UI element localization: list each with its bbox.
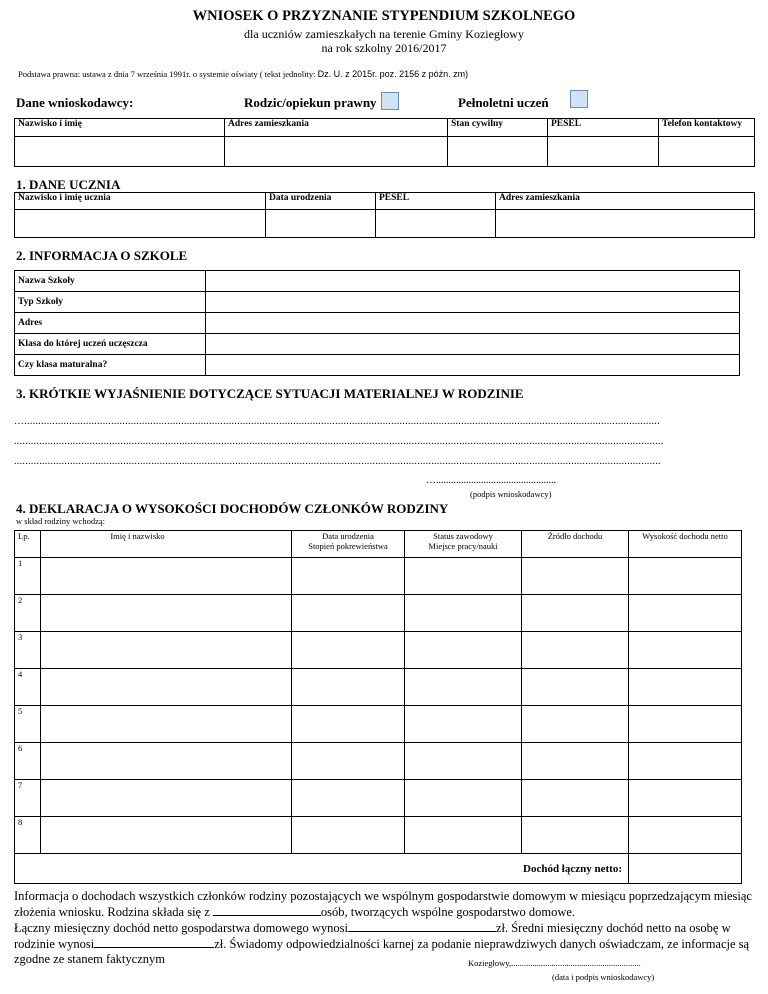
school-name-cell[interactable] — [206, 271, 740, 292]
income-total-label: Dochód łączny netto: — [15, 854, 629, 884]
student-address-cell[interactable] — [496, 210, 755, 238]
income-col-status-line1: Status zawodowy — [433, 531, 493, 541]
legal-basis — [18, 69, 468, 79]
income-cell[interactable] — [522, 558, 629, 595]
income-row-number: 3 — [15, 632, 41, 669]
income-cell[interactable] — [522, 780, 629, 817]
signature-line: …................................................ — [426, 475, 556, 486]
income-total-cell[interactable] — [629, 854, 742, 884]
student-birth-cell[interactable] — [266, 210, 376, 238]
explanation-line-3[interactable]: ....................................................................................................................................................................................................................................... — [14, 456, 661, 467]
income-cell[interactable] — [292, 595, 405, 632]
income-cell[interactable] — [629, 817, 742, 854]
income-cell[interactable] — [629, 595, 742, 632]
income-row-number: 7 — [15, 780, 41, 817]
applicant-marital-cell[interactable] — [448, 137, 548, 167]
income-cell[interactable] — [41, 595, 292, 632]
option-adult-student-checkbox[interactable] — [570, 90, 588, 108]
income-cell[interactable] — [292, 743, 405, 780]
income-row-number: 5 — [15, 706, 41, 743]
applicant-col-name: Nazwisko i imię — [15, 119, 225, 137]
income-cell[interactable] — [629, 558, 742, 595]
applicant-phone-cell[interactable] — [659, 137, 755, 167]
applicant-col-phone: Telefon kontaktowy — [659, 119, 755, 137]
signature-label: (podpis wnioskodawcy) — [470, 489, 552, 499]
income-cell[interactable] — [629, 743, 742, 780]
school-address-cell[interactable] — [206, 313, 740, 334]
student-col-birth: Data urodzenia — [266, 193, 376, 210]
family-note: w skład rodziny wchodzą: — [16, 516, 105, 526]
school-type-cell[interactable] — [206, 292, 740, 313]
footer-text-2c: zł. Świadomy odpowiedzialności karnej za podanie nieprawdziwych danych oświadczam, ze informacje są zgodne ze stanem faktycznym — [14, 937, 750, 966]
school-matura-cell[interactable] — [206, 355, 740, 376]
legal-basis-text: Podstawa prawna: ustawa z dnia 7 września 1991r. o systemie oświaty ( tekst jednolity: — [18, 69, 316, 79]
income-cell[interactable] — [292, 706, 405, 743]
school-row-matura: Czy klasa maturalna? — [15, 355, 206, 376]
footer-statement — [14, 889, 756, 967]
income-cell[interactable] — [629, 706, 742, 743]
section2-title: 2. INFORMACJA O SZKOLE — [16, 248, 188, 263]
income-cell[interactable] — [405, 706, 522, 743]
section4-title: 4. DEKLARACJA O WYSOKOŚCI DOCHODÓW CZŁONKÓW RODZINY — [16, 501, 449, 516]
school-year: na rok szkolny 2016/2017 — [321, 41, 447, 55]
income-cell[interactable] — [41, 780, 292, 817]
income-col-birth — [292, 531, 405, 558]
footer-text-1b: osób, tworzących wspólne gospodarstwo domowe. — [320, 905, 576, 919]
income-cell[interactable] — [522, 706, 629, 743]
income-cell[interactable] — [41, 669, 292, 706]
option-parent-checkbox[interactable] — [381, 92, 399, 110]
income-cell[interactable] — [522, 817, 629, 854]
income-cell[interactable] — [292, 780, 405, 817]
total-income-field[interactable] — [348, 920, 496, 932]
income-col-status — [405, 531, 522, 558]
income-table — [14, 530, 742, 884]
income-cell[interactable] — [629, 669, 742, 706]
school-row-type: Typ Szkoły — [15, 292, 206, 313]
document-title: WNIOSEK O PRZYZNANIE STYPENDIUM SZKOLNEGO — [192, 8, 576, 24]
section3-title: 3. KRÓTKIE WYJAŚNIENIE DOTYCZĄCE SYTUACJI MATERIALNEJ W RODZINIE — [16, 386, 524, 401]
student-name-cell[interactable] — [15, 210, 266, 238]
student-table — [14, 192, 755, 238]
income-cell[interactable] — [629, 632, 742, 669]
footer-text-1: Informacja o dochodach wszystkich członków rodziny pozostających we wspólnym gospodarstwie domowym w miesiącu poprzedzającym miesiąc złożenia wniosku. Rodzina składa się z — [14, 889, 752, 919]
income-cell[interactable] — [522, 595, 629, 632]
school-class-cell[interactable] — [206, 334, 740, 355]
footer-text-2: Łączny miesięczny dochód netto gospodarstwa domowego wynosi — [14, 921, 348, 935]
explanation-line-1[interactable]: …................................................................................................................................................................................................................................... — [14, 416, 660, 427]
document-subtitle: dla uczniów zamieszkałych na terenie Gminy Koziegłowy — [244, 27, 524, 41]
income-cell[interactable] — [405, 558, 522, 595]
applicant-col-address: Adres zamieszkania — [225, 119, 448, 137]
applicant-col-pesel: PESEL — [548, 119, 659, 137]
income-cell[interactable] — [292, 632, 405, 669]
income-col-source: Źródło dochodu — [522, 531, 629, 558]
place-date-label: (data i podpis wnioskodawcy) — [552, 972, 655, 982]
family-count-field[interactable] — [213, 904, 321, 916]
income-cell[interactable] — [629, 780, 742, 817]
school-row-class: Klasa do której uczeń uczęszcza — [15, 334, 206, 355]
student-col-pesel: PESEL — [376, 193, 496, 210]
income-cell[interactable] — [41, 743, 292, 780]
income-cell[interactable] — [405, 743, 522, 780]
income-cell[interactable] — [41, 817, 292, 854]
income-row-number: 8 — [15, 817, 41, 854]
applicant-pesel-cell[interactable] — [548, 137, 659, 167]
section1-title: 1. DANE UCZNIA — [16, 177, 121, 192]
income-cell[interactable] — [41, 706, 292, 743]
option-adult-student-label: Pełnoletni uczeń — [458, 95, 549, 110]
applicant-table — [14, 118, 755, 167]
income-row-number: 6 — [15, 743, 41, 780]
income-cell[interactable] — [522, 632, 629, 669]
income-row-number: 4 — [15, 669, 41, 706]
income-cell[interactable] — [405, 817, 522, 854]
school-row-name: Nazwa Szkoły — [15, 271, 206, 292]
income-col-birth-line1: Data urodzenia — [322, 531, 374, 541]
income-col-name: Imię i nazwisko — [41, 531, 292, 558]
student-pesel-cell[interactable] — [376, 210, 496, 238]
income-row-number: 2 — [15, 595, 41, 632]
income-cell[interactable] — [292, 817, 405, 854]
income-row-number: 1 — [15, 558, 41, 595]
income-cell[interactable] — [522, 743, 629, 780]
place-date-line: Koziegłowy,............................................................. — [468, 958, 641, 968]
applicant-col-marital: Stan cywilny — [448, 119, 548, 137]
income-cell[interactable] — [292, 558, 405, 595]
option-parent-label: Rodzic/opiekun prawny — [244, 95, 377, 110]
income-cell[interactable] — [405, 780, 522, 817]
student-col-address: Adres zamieszkania — [496, 193, 755, 210]
school-row-address: Adres — [15, 313, 206, 334]
income-cell[interactable] — [522, 669, 629, 706]
income-cell[interactable] — [41, 632, 292, 669]
income-cell[interactable] — [292, 669, 405, 706]
income-cell[interactable] — [405, 632, 522, 669]
per-person-income-field[interactable] — [94, 936, 214, 948]
school-table — [14, 270, 740, 376]
explanation-line-2[interactable]: ........................................................................................................................................................................................................................................ — [14, 436, 664, 447]
legal-basis-reference: Dz. U. z 2015r. poz. 2156 z późn. zm) — [317, 69, 469, 79]
income-col-amount: Wysokość dochodu netto — [629, 531, 742, 558]
applicant-address-cell[interactable] — [225, 137, 448, 167]
footer-text-2b: zł. Średni miesięczny dochód netto na osobę w rodzinie wynosi — [14, 921, 731, 951]
income-cell[interactable] — [41, 558, 292, 595]
income-col-birth-line2: Stopień pokrewieństwa — [308, 541, 388, 551]
income-col-lp: Lp. — [15, 531, 41, 558]
applicant-name-cell[interactable] — [15, 137, 225, 167]
income-col-status-line2: Miejsce pracy/nauki — [428, 541, 498, 551]
applicant-label: Dane wnioskodawcy: — [16, 95, 134, 110]
student-col-name: Nazwisko i imię ucznia — [15, 193, 266, 210]
income-cell[interactable] — [405, 595, 522, 632]
income-cell[interactable] — [405, 669, 522, 706]
